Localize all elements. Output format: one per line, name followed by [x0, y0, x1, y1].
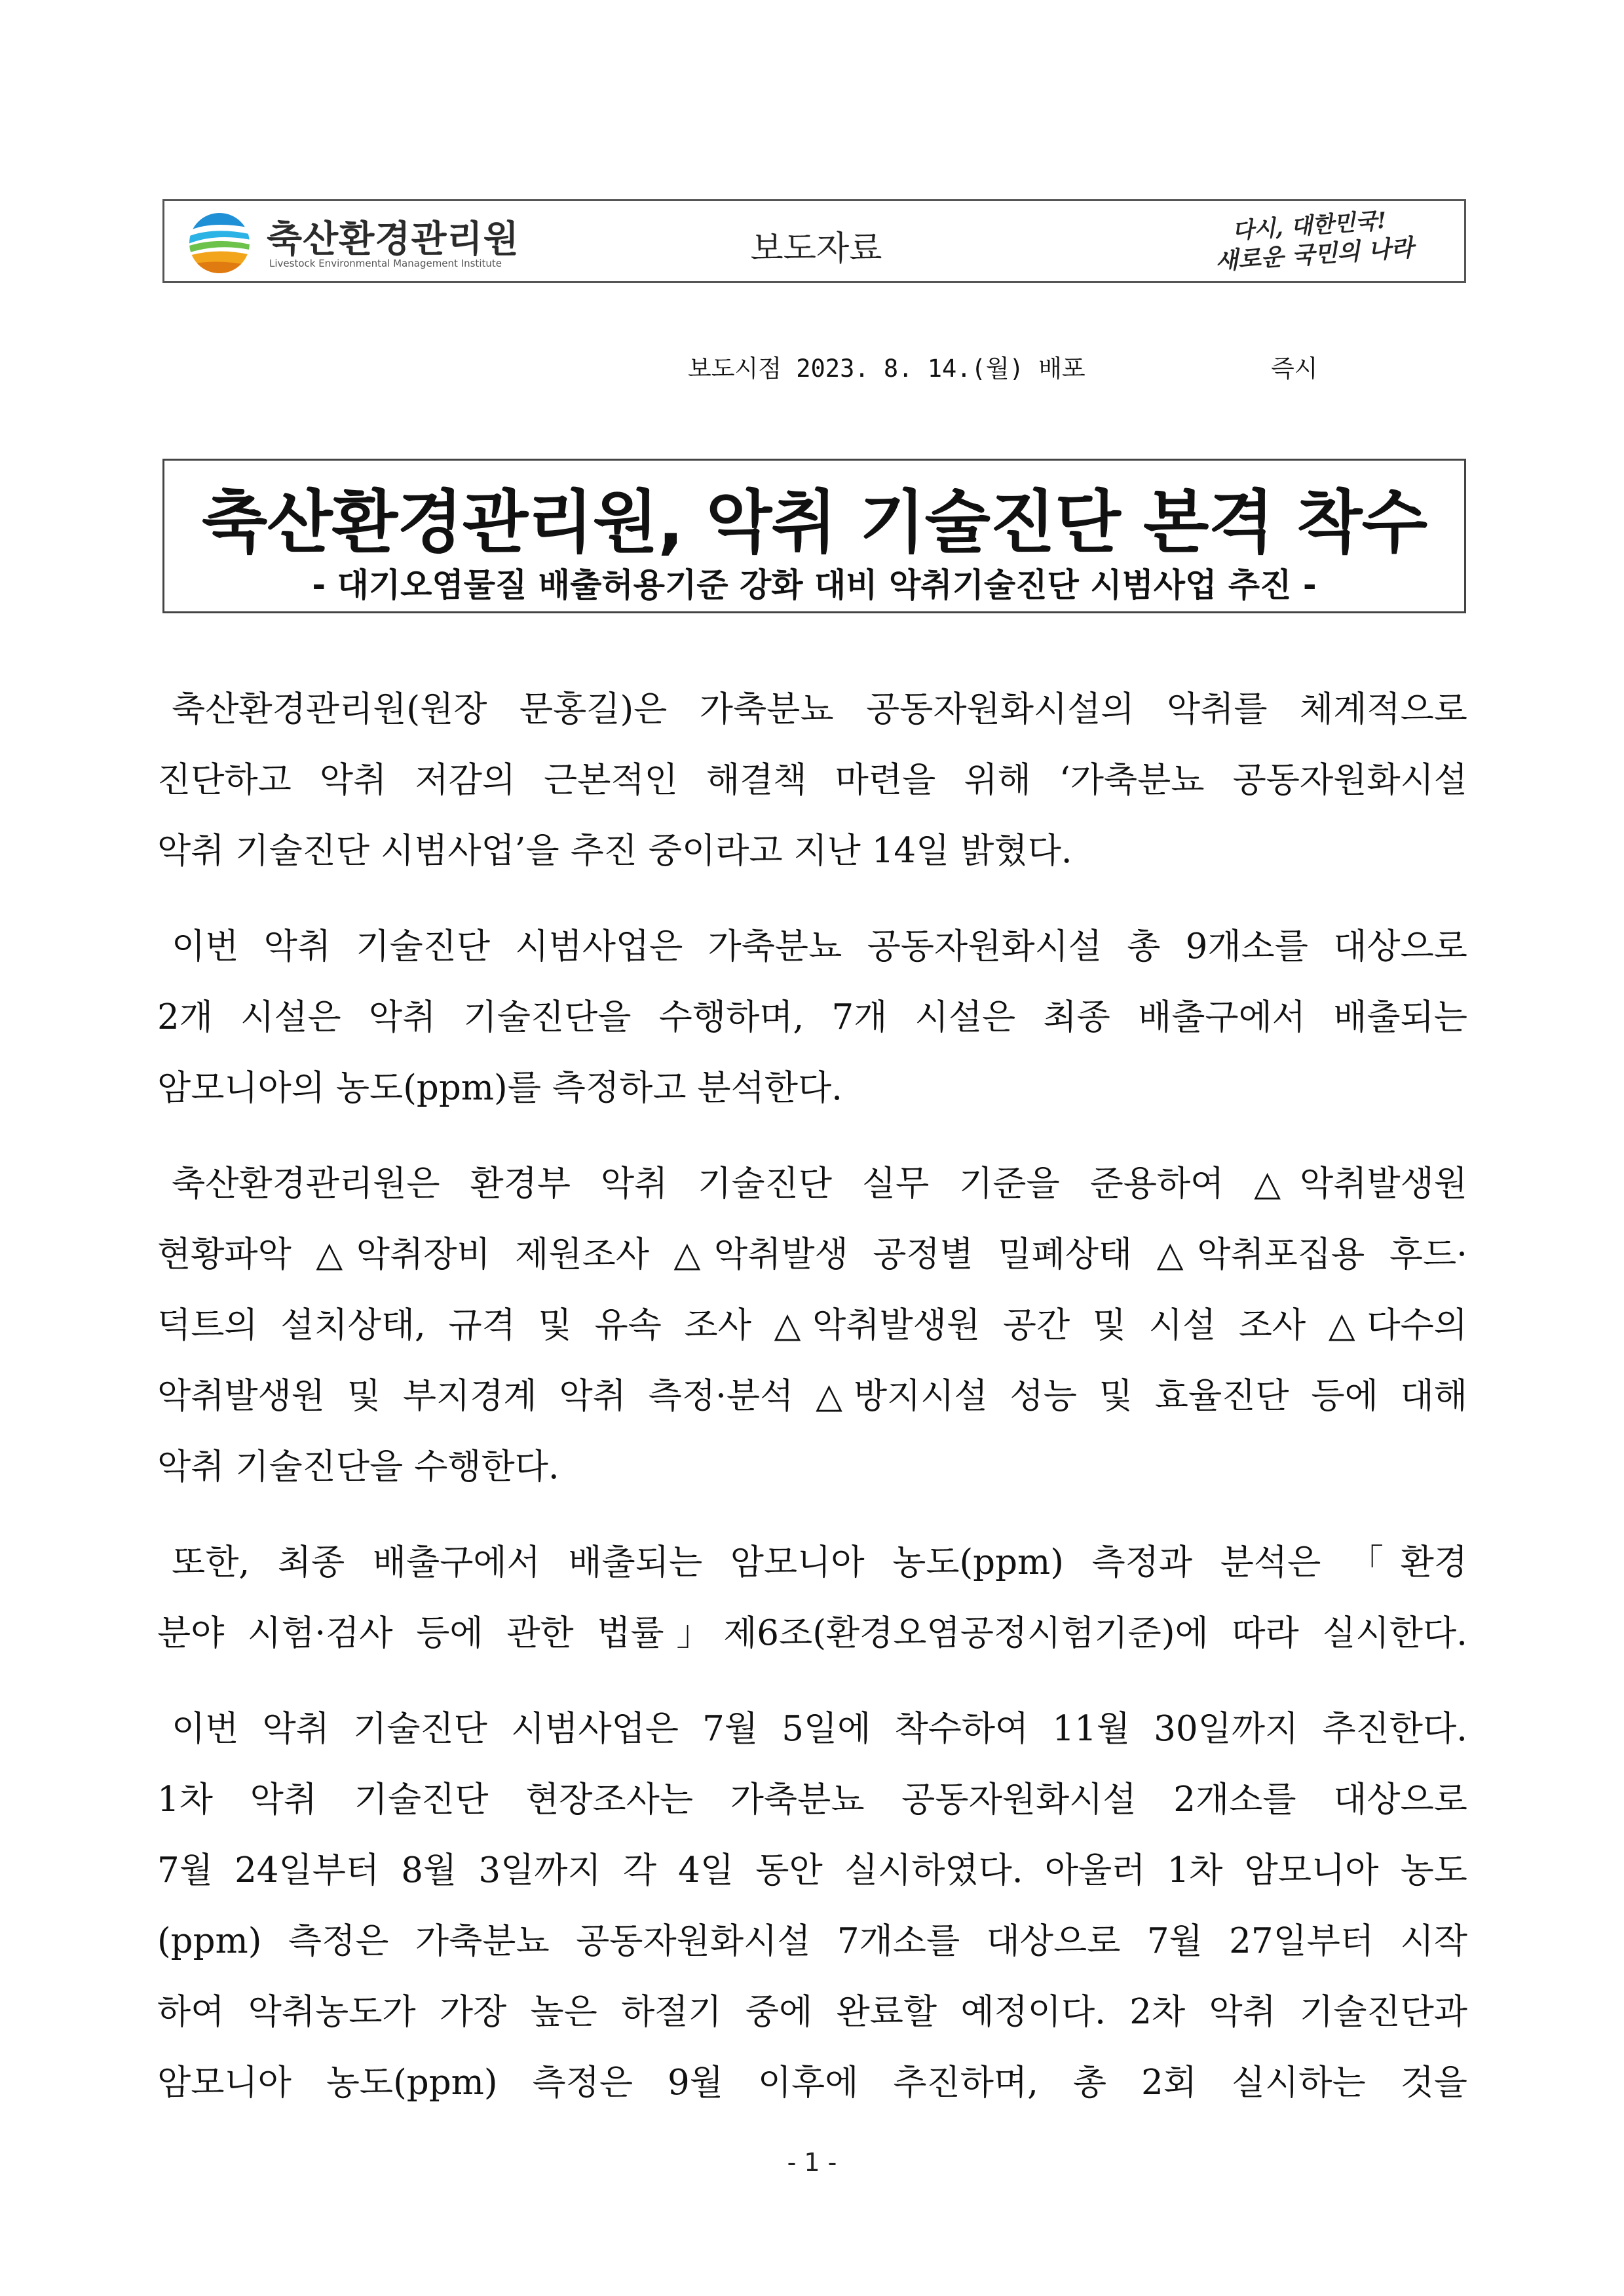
body-line: 분야 시험·검사 등에 관한 법률」제6조(환경오염공정시험기준)에 따라 실시한다.: [157, 1613, 1467, 1653]
body-line: 축산환경관리원(원장 문홍길)은 가축분뇨 공동자원화시설의 악취를 체계적으로: [172, 689, 1467, 729]
body-line: 덕트의 설치상태, 규격 및 유속 조사 △악취발생원 공간 및 시설 조사 △다수의: [157, 1305, 1467, 1345]
body-line: 2개 시설은 악취 기술진단을 수행하며, 7개 시설은 최종 배출구에서 배출되는: [157, 997, 1467, 1037]
body-line: (ppm) 측정은 가축분뇨 공동자원화시설 7개소를 대상으로 7월 27일부터 시작: [157, 1921, 1467, 1961]
slogan-line-2: 새로운 국민의 나라: [1214, 233, 1415, 275]
slogan-line-1: 다시, 대한민국!: [1231, 207, 1388, 244]
sub-title: - 대기오염물질 배출허용기준 강화 대비 악취기술진단 시범사업 추진 -: [312, 566, 1317, 604]
body-line: 축산환경관리원은 환경부 악취 기술진단 실무 기준을 준용하여 △악취발생원: [172, 1164, 1467, 1204]
logo-english-text: Livestock Environmental Management Institute: [269, 258, 502, 269]
body-line: 또한, 최종 배출구에서 배출되는 암모니아 농도(ppm) 측정과 분석은 「환경: [172, 1542, 1467, 1582]
header-box: [162, 199, 1466, 283]
page-number: - 1 -: [787, 2148, 837, 2177]
body-line: 진단하고 악취 저감의 근본적인 해결책 마련을 위해 ‘가축분뇨 공동자원화시설: [157, 760, 1467, 800]
body-line: 악취 기술진단을 수행한다.: [157, 1447, 559, 1487]
body-line: 현황파악 △악취장비 제원조사 △악취발생 공정별 밀폐상태 △악취포집용 후드·: [157, 1234, 1467, 1274]
body-line: 이번 악취 기술진단 시범사업은 7월 5일에 착수하여 11월 30일까지 추진한다.: [172, 1709, 1467, 1749]
logo-emblem-icon: [179, 210, 260, 275]
body-line: 이번 악취 기술진단 시범사업은 가축분뇨 공동자원화시설 총 9개소를 대상으로: [172, 927, 1467, 966]
body-line: 암모니아의 농도(ppm)를 측정하고 분석한다.: [157, 1068, 843, 1108]
body-line: 1차 악취 기술진단 현장조사는 가축분뇨 공동자원화시설 2개소를 대상으로: [157, 1780, 1467, 1820]
title-box: [162, 459, 1466, 613]
release-date: 보도시점 2023. 8. 14.(월) 배포: [688, 354, 1086, 383]
body-line: 암모니아 농도(ppm) 측정은 9월 이후에 추진하며, 총 2회 실시하는 것을: [157, 2063, 1467, 2103]
document-type-label: 보도자료: [750, 229, 882, 269]
logo-korean-text: 축산환경관리원: [267, 218, 519, 261]
main-title: 축산환경관리원, 악취 기술진단 본격 착수: [201, 482, 1427, 562]
body-line: 7월 24일부터 8월 3일까지 각 4일 동안 실시하였다. 아울러 1차 암모니아 농도: [157, 1850, 1467, 1890]
body-line: 악취발생원 및 부지경계 악취 측정·분석 △방지시설 성능 및 효율진단 등에 대해: [157, 1376, 1467, 1416]
institute-logo: [179, 208, 546, 277]
body-line: 악취 기술진단 시범사업’을 추진 중이라고 지난 14일 밝혔다.: [157, 831, 1072, 871]
body-line: 하여 악취농도가 가장 높은 하절기 중에 완료할 예정이다. 2차 악취 기술진단과: [157, 1992, 1467, 2032]
government-slogan: [1202, 207, 1438, 276]
release-timing: 즉시: [1271, 354, 1318, 383]
